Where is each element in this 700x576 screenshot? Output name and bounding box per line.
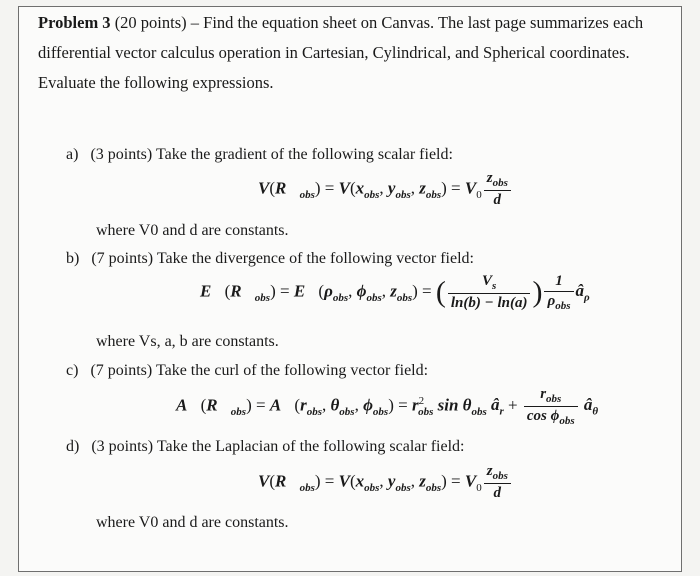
part-a-points: (3 points) [90,146,153,163]
problem-number: Problem 3 [38,13,111,32]
problem-intro-text: – Find the equation sheet on Canvas. The last page summarizes each differential vector calculus operation in Cartesian, Cylindrical, and Spherical coordinates. Evaluate the following expressions. [38,13,644,92]
part-d-points: (3 points) [91,438,154,455]
part-a-equation: $V(R⃗_{obs}) = V(x_{obs}$, $y_{obs}$, $z_{obs}) = V_0$ $\frac{z_{obs}}{d}$ [258,170,513,209]
part-a-header [66,146,453,164]
part-d-label: d) [66,438,80,455]
part-a-label: a) [66,146,79,163]
part-d-header [66,438,464,456]
part-a-task: Take the gradient of the following scalar field: [155,146,453,163]
part-a-note: where V0 and d are constants. [96,222,289,239]
part-c-task: Take the curl of the following vector field: [155,362,429,379]
part-c-points: (7 points) [90,362,153,379]
part-b-note: where Vs, a, b are constants. [96,333,279,350]
problem-intro [38,8,678,98]
part-b-equation: $E⃗(R⃗_{obs})$ = $E⃗(\rho_{obs}$, $\phi_{obs}$, $z_{obs}$) = ( $\frac{V_s}{\ln(b) - \ln(a)}$ ) $\frac{1}{\rho_{obs}}$ $â_\rho$ [200,273,590,312]
part-b-header [66,250,474,268]
part-b-task: Take the divergence of the following vector field: [156,250,474,267]
part-c-label: c) [66,362,79,379]
part-b-points: (7 points) [91,250,154,267]
part-d-task: Take the Laplacian of the following scalar field: [156,438,465,455]
part-d-equation: $V(R⃗_{obs}) = V(x_{obs}$, $y_{obs}$, $z_{obs}) = V_0$ $\frac{z_{obs}}{d}$ [258,463,513,502]
part-c-equation: $A⃗(R⃗_{obs})$ = $A⃗(r_{obs}$, $\theta_{obs}$, $\phi_{obs}) = r^2_{obs}$ $\sin \theta_{obs}$ $â_r$ + $\frac{r_{obs}}{\cos \phi_{obs}}$ $â_\theta$ [176,386,599,427]
part-c-header [66,362,428,380]
part-b-label: b) [66,250,80,267]
problem-points: (20 points) [110,13,187,32]
part-d-note: where V0 and d are constants. [96,514,289,531]
